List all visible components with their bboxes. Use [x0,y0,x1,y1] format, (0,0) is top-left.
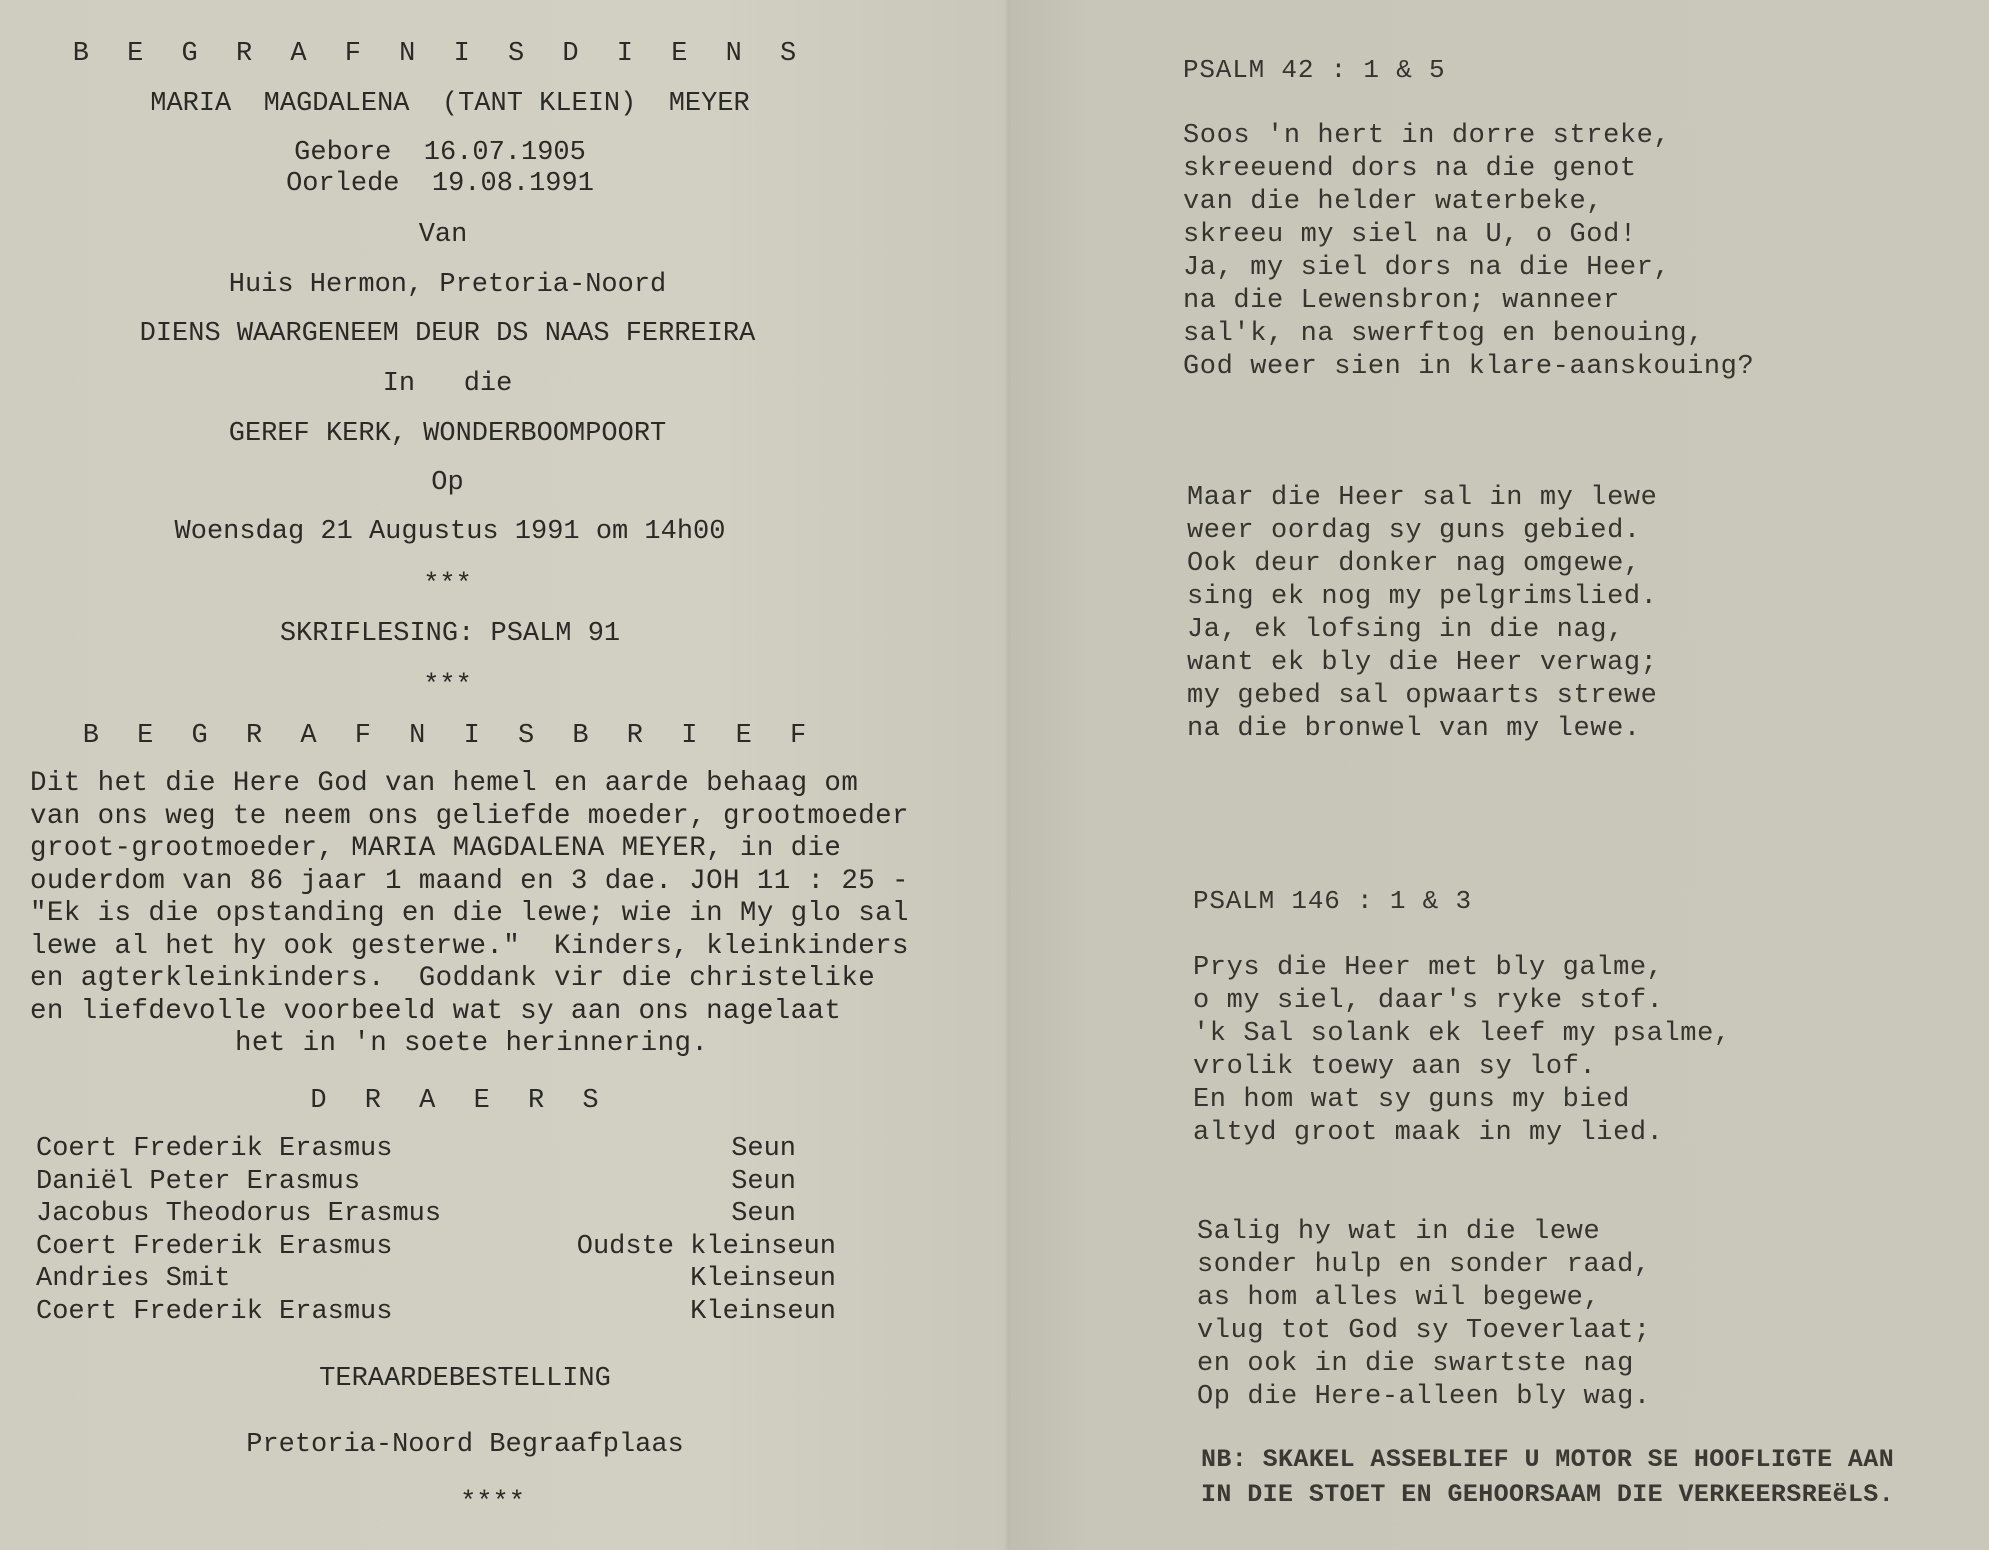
deceased-name: MARIA MAGDALENA (TANT KLEIN) MEYER [150,89,750,119]
verse-line: Maar die Heer sal in my lewe [1187,483,1658,513]
verse-line: vlug tot God sy Toeverlaat; [1197,1316,1651,1346]
psalm-146-verse-3 [1197,1216,1651,1414]
notice-line: IN DIE STOET EN GEHOORSAAM DIE VERKEERSREëLS. [1201,1480,1895,1509]
verse-line: En hom wat sy guns my bied [1193,1085,1630,1115]
on-label: Op [431,468,464,498]
verse-line: Prys die Heer met bly galme, [1193,953,1664,983]
funeral-letter [30,768,910,1061]
letter-line: het in 'n soete herinnering. [235,1028,709,1059]
burial-title: TERAARDEBESTELLING [319,1364,611,1394]
verse-line: van die helder waterbeke, [1183,187,1604,217]
scripture-reading: SKRIFLESING: PSALM 91 [279,619,621,649]
bearer-name: Daniël Peter Erasmus [36,1166,361,1197]
bearer-role: Seun [731,1134,796,1164]
psalm-42-heading: PSALM 42 : 1 & 5 [1183,55,1446,85]
bearer-name: Coert Frederik Erasmus [36,1231,393,1262]
letter-line: ouderdom van 86 jaar 1 maand en 3 dae. JOH 11 : 25 - [30,865,909,897]
in-label: In die [382,369,513,399]
bearer-role: Seun [731,1199,796,1229]
letter-title: B E G R A F N I S B R I E F [82,721,818,751]
separator: *** [423,570,472,600]
bearer-row [36,1166,836,1199]
verse-line: Ja, ek lofsing in die nag, [1187,615,1624,645]
verse-line: want ek bly die Heer verwag; [1187,648,1658,678]
verse-line: sonder hulp en sonder raad, [1197,1250,1651,1280]
verse-line: altyd groot maak in my lied. [1193,1118,1664,1148]
bearer-row [36,1296,836,1329]
letter-line: en liefdevolle voorbeeld wat sy aan ons nagelaat [30,995,842,1027]
headlights-notice [1201,1442,1894,1512]
bearers-title: D R A E R S [310,1086,610,1116]
verse-line: skreeu my siel na U, o God! [1183,220,1637,250]
verse-line: as hom alles wil begewe, [1197,1283,1601,1313]
verse-line: Salig hy wat in die lewe [1197,1217,1601,1247]
psalm-42-verse-5 [1187,482,1657,746]
verse-line: sal'k, na swerftog en benouing, [1183,319,1704,349]
bearer-role: Seun [731,1166,796,1197]
letter-line: van ons weg te neem ons geliefde moeder, grootmoeder [30,800,909,832]
from-label: Van [418,220,468,250]
verse-line: vrolik toewy aan sy lof. [1193,1052,1597,1082]
bearer-row [36,1263,836,1296]
bearer-row [36,1231,836,1264]
bearer-name: Coert Frederik Erasmus [36,1134,393,1164]
bearer-name: Coert Frederik Erasmus [36,1296,393,1327]
psalm-146-verse-1 [1193,952,1731,1150]
separator: **** [460,1488,525,1518]
verse-line: skreeuend dors na die genot [1183,154,1637,184]
verse-line: o my siel, daar's ryke stof. [1193,986,1664,1016]
bearer-name: Andries Smit [36,1264,231,1294]
verse-line: en ook in die swartste nag [1197,1349,1634,1379]
verse-line: sing ek nog my pelgrimslied. [1187,582,1658,612]
bearer-row [36,1133,836,1166]
residence: Huis Hermon, Pretoria-Noord [228,270,667,300]
verse-line: 'k Sal solank ek leef my psalme, [1193,1019,1731,1049]
verse-line: Ook deur donker nag omgewe, [1187,549,1641,579]
church-name: GEREF KERK, WONDERBOOMPOORT [228,419,667,449]
bearers-list [36,1133,836,1328]
letter-line: lewe al het hy ook gesterwe." Kinders, kleinkinders [30,930,909,962]
verse-line: my gebed sal opwaarts strewe [1187,681,1658,711]
notice-line: NB: SKAKEL ASSEBLIEF U MOTOR SE HOOFLIGTE AAN [1201,1445,1895,1474]
psalm-146-heading: PSALM 146 : 1 & 3 [1193,886,1472,916]
verse-line: Ja, my siel dors na die Heer, [1183,253,1671,283]
officiant: DIENS WAARGENEEM DEUR DS NAAS FERREIRA [139,319,756,349]
bearer-name: Jacobus Theodorus Erasmus [36,1199,442,1229]
verse-line: na die Lewensbron; wanneer [1183,286,1620,316]
birth-date: Gebore 16.07.1905 [294,138,586,168]
letter-line: Dit het die Here God van hemel en aarde behaag om [30,768,859,799]
psalm-42-verse-1 [1183,120,1754,384]
bearer-role: Oudste kleinseun [576,1231,836,1262]
letter-line: en agterkleinkinders. Goddank vir die christelike [30,963,876,994]
verse-line: Op die Here-alleen bly wag. [1197,1382,1651,1412]
letter-line: groot-grootmoeder, MARIA MAGDALENA MEYER, in die [30,833,842,864]
bearer-role: Kleinseun [690,1296,836,1327]
cemetery: Pretoria-Noord Begraafplaas [246,1430,684,1460]
bearer-role: Kleinseun [690,1264,836,1294]
bearer-row [36,1198,836,1231]
service-date: Woensdag 21 Augustus 1991 om 14h00 [174,517,726,547]
verse-line: Soos 'n hert in dorre streke, [1183,121,1671,151]
verse-line: na die bronwel van my lewe. [1187,714,1641,744]
letter-line: "Ek is die opstanding en die lewe; wie in My glo sal [30,898,909,929]
verse-line: weer oordag sy guns gebied. [1187,516,1641,546]
verse-line: God weer sien in klare-aanskouing? [1183,352,1755,382]
program-title: B E G R A F N I S D I E N S [72,39,808,69]
death-date: Oorlede 19.08.1991 [286,169,594,199]
separator: *** [423,671,472,701]
